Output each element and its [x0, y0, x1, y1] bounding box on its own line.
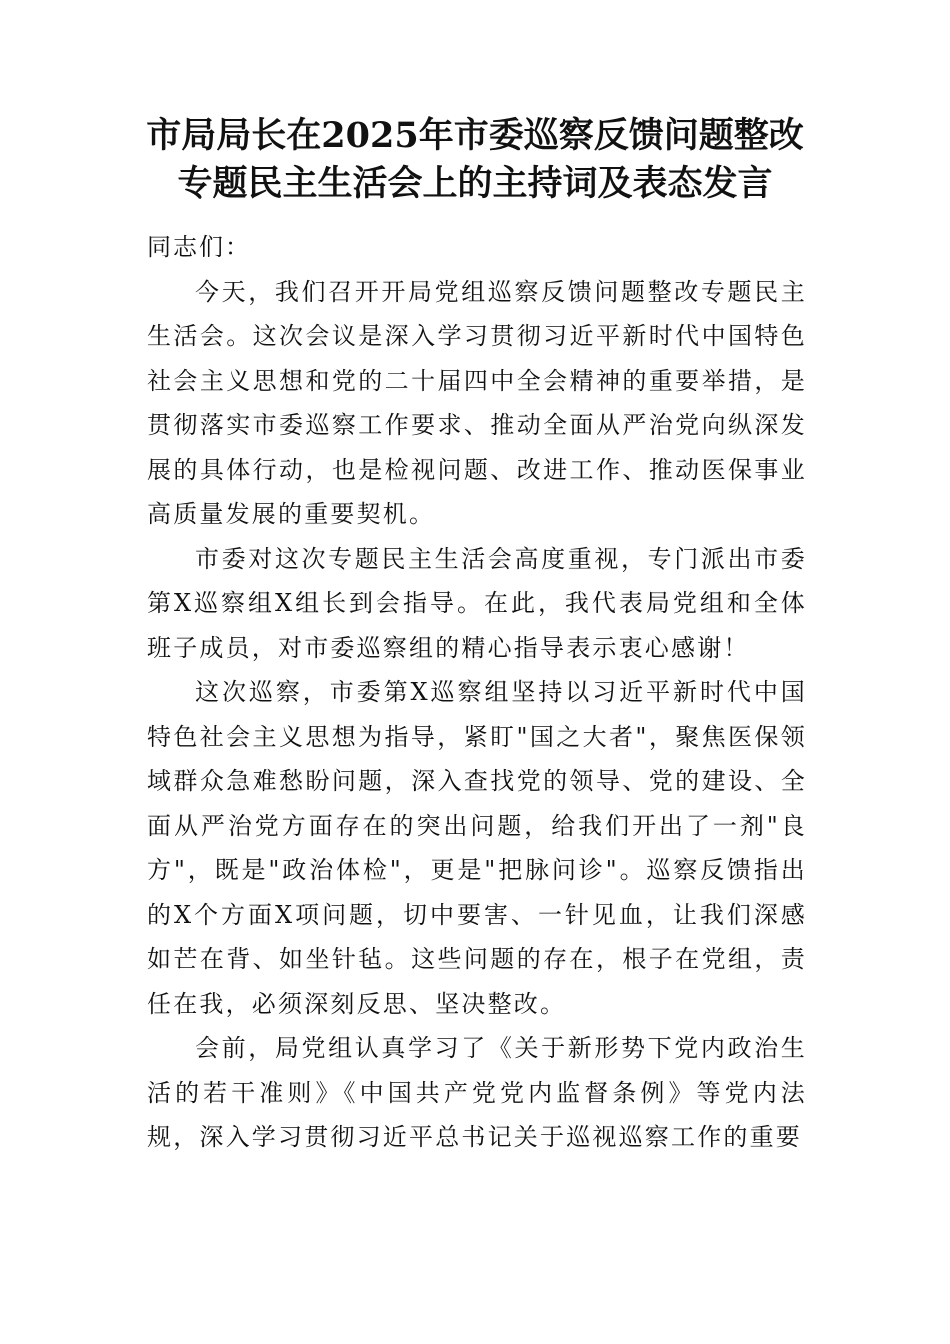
paragraph: 会前，局党组认真学习了《关于新形势下党内政治生活的若干准则》《中国共产党党内监督条例》等党内法规，深入学习贯彻习近平总书记关于巡视巡察工作的重要	[147, 1034, 807, 1151]
paragraph: 这次巡察，市委第X巡察组坚持以习近平新时代中国特色社会主义思想为指导，紧盯"国之大者"，聚焦医保领域群众急难愁盼问题，深入查找党的领导、党的建设、全面从严治党方面存在的突出问题，给我们开出了一剂"良方"，既是"政治体检"，更是"把脉问诊"。巡察反馈指出的X个方面X项问题，切中要害、一针见血，让我们深感如芒在背、如坐针毡。这些问题的存在，根子在党组，责任在我，必须深刻反思、坚决整改。	[147, 678, 807, 1018]
paragraph: 今天，我们召开开局党组巡察反馈问题整改专题民主生活会。这次会议是深入学习贯彻习近平新时代中国特色社会主义思想和党的二十届四中全会精神的重要举措，是贯彻落实市委巡察工作要求、推动全面从严治党向纵深发展的具体行动，也是检视问题、改进工作、推动医保事业高质量发展的重要契机。	[147, 277, 807, 528]
paragraph: 市委对这次专题民主生活会高度重视，专门派出市委第X巡察组X组长到会指导。在此，我代表局党组和全体班子成员，对市委巡察组的精心指导表示衷心感谢！	[147, 544, 807, 662]
document-title	[120, 112, 830, 208]
salutation: 同志们：	[147, 233, 251, 261]
title-line-2: 专题民主生活会上的主持词及表态发言	[177, 163, 773, 204]
document-body	[147, 225, 807, 1160]
title-line-1: 市局局长在2025年市委巡察反馈问题整改	[146, 115, 804, 156]
